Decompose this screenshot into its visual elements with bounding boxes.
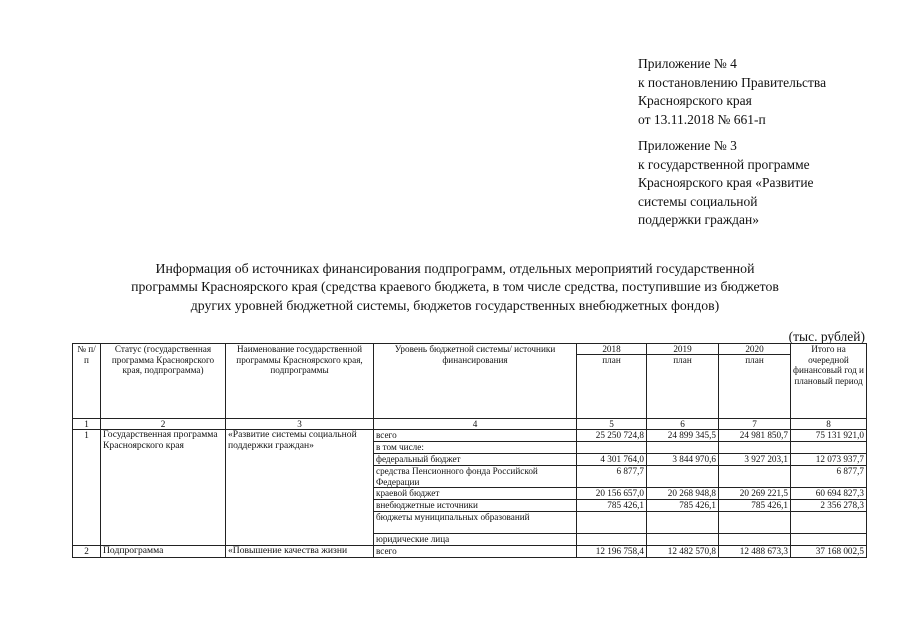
column-number-row (73, 419, 867, 430)
value-2020 (719, 534, 791, 546)
financing-table (72, 343, 867, 558)
value-2020 (719, 512, 791, 534)
value-total: 60 694 827,3 (791, 488, 867, 500)
funding-level: всего (374, 546, 577, 558)
value-2018: 6 877,7 (577, 466, 647, 488)
funding-level: средства Пенсионного фонда Российской Федерации (374, 466, 577, 488)
funding-level: федеральный бюджет (374, 454, 577, 466)
funding-level: в том числе: (374, 442, 577, 454)
appendix-4-block (638, 55, 888, 129)
row-program-name: «Развитие системы социальной поддержки граждан» (226, 430, 374, 546)
column-number: 4 (374, 419, 577, 430)
header-year-2019: 2019 (647, 344, 719, 355)
appendix-3-line: поддержки граждан» (638, 212, 759, 228)
column-number: 6 (647, 419, 719, 430)
header-year-2020: 2020 (719, 344, 791, 355)
value-total (791, 534, 867, 546)
header-total: Итого на очередной финансовый год и плановый период (791, 344, 867, 419)
column-number: 7 (719, 419, 791, 430)
table-row (73, 430, 867, 442)
appendix-4-line: Приложение № 4 (638, 56, 737, 71)
value-2019: 785 426,1 (647, 500, 719, 512)
column-number: 1 (73, 419, 101, 430)
value-2020: 785 426,1 (719, 500, 791, 512)
column-number: 3 (226, 419, 374, 430)
row-status: Государственная программа Красноярского края (101, 430, 226, 546)
header-year-2018: 2018 (577, 344, 647, 355)
column-number: 8 (791, 419, 867, 430)
value-2020: 3 927 203,1 (719, 454, 791, 466)
value-2018: 12 196 758,4 (577, 546, 647, 558)
value-2019 (647, 534, 719, 546)
units-label: (тыс. рублей) (788, 329, 865, 344)
document-title (80, 260, 830, 315)
value-2019: 20 268 948,8 (647, 488, 719, 500)
value-2019 (647, 466, 719, 488)
appendix-4-line: к постановлению Правительства (638, 74, 827, 90)
funding-level: юридические лица (374, 534, 577, 546)
value-2019: 12 482 570,8 (647, 546, 719, 558)
appendix-3-line: системы социальной (638, 193, 758, 209)
funding-level: всего (374, 430, 577, 442)
header-plan-2020: план (719, 355, 791, 419)
value-2019 (647, 512, 719, 534)
row-number: 1 (73, 430, 101, 546)
header-num: № п/п (73, 344, 101, 419)
value-2018 (577, 512, 647, 534)
value-2020 (719, 466, 791, 488)
value-2018: 20 156 657,0 (577, 488, 647, 500)
header-plan-2019: план (647, 355, 719, 419)
row-status: Подпрограмма (101, 546, 226, 558)
value-total: 2 356 278,3 (791, 500, 867, 512)
value-total: 6 877,7 (791, 466, 867, 488)
title-line: программы Красноярского края (средства краевого бюджета, в том числе средства, поступившие из бюджетов (131, 279, 779, 295)
appendix-3-line: к государственной программе (638, 156, 810, 172)
value-2018 (577, 442, 647, 454)
value-2020 (719, 442, 791, 454)
appendix-4-line: от 13.11.2018 № 661-п (638, 111, 766, 127)
row-program-name: «Повышение качества жизни (226, 546, 374, 558)
column-number: 5 (577, 419, 647, 430)
value-total (791, 442, 867, 454)
header-name: Наименование государственной программы Красноярского края, подпрограммы (226, 344, 374, 419)
header-plan-2018: план (577, 355, 647, 419)
value-total: 37 168 002,5 (791, 546, 867, 558)
row-number: 2 (73, 546, 101, 558)
table-header-row (73, 344, 867, 355)
appendix-3-line: Красноярского края «Развитие (638, 175, 814, 191)
funding-level: краевой бюджет (374, 488, 577, 500)
value-2020: 24 981 850,7 (719, 430, 791, 442)
value-2018: 4 301 764,0 (577, 454, 647, 466)
appendix-3-line: Приложение № 3 (638, 138, 737, 153)
header-status: Статус (государственная программа Красноярского края, подпрограмма) (101, 344, 226, 419)
value-2018: 25 250 724,8 (577, 430, 647, 442)
value-2019 (647, 442, 719, 454)
appendix-4-line: Красноярского края (638, 93, 752, 109)
value-2020: 20 269 221,5 (719, 488, 791, 500)
value-total: 12 073 937,7 (791, 454, 867, 466)
value-2019: 3 844 970,6 (647, 454, 719, 466)
value-2020: 12 488 673,3 (719, 546, 791, 558)
value-2019: 24 899 345,5 (647, 430, 719, 442)
title-line: других уровней бюджетной системы, бюджетов государственных внебюджетных фондов) (190, 297, 720, 313)
title-line: Информация об источниках финансирования подпрограмм, отдельных мероприятий государственной (155, 261, 755, 276)
value-2018: 785 426,1 (577, 500, 647, 512)
appendix-3-block (638, 137, 888, 230)
value-2018 (577, 534, 647, 546)
table-row (73, 546, 867, 558)
funding-level: внебюджетные источники (374, 500, 577, 512)
value-total: 75 131 921,0 (791, 430, 867, 442)
header-level: Уровень бюджетной системы/ источники финансирования (374, 344, 577, 419)
funding-level: бюджеты муниципальных образований (374, 512, 577, 534)
column-number: 2 (101, 419, 226, 430)
value-total (791, 512, 867, 534)
